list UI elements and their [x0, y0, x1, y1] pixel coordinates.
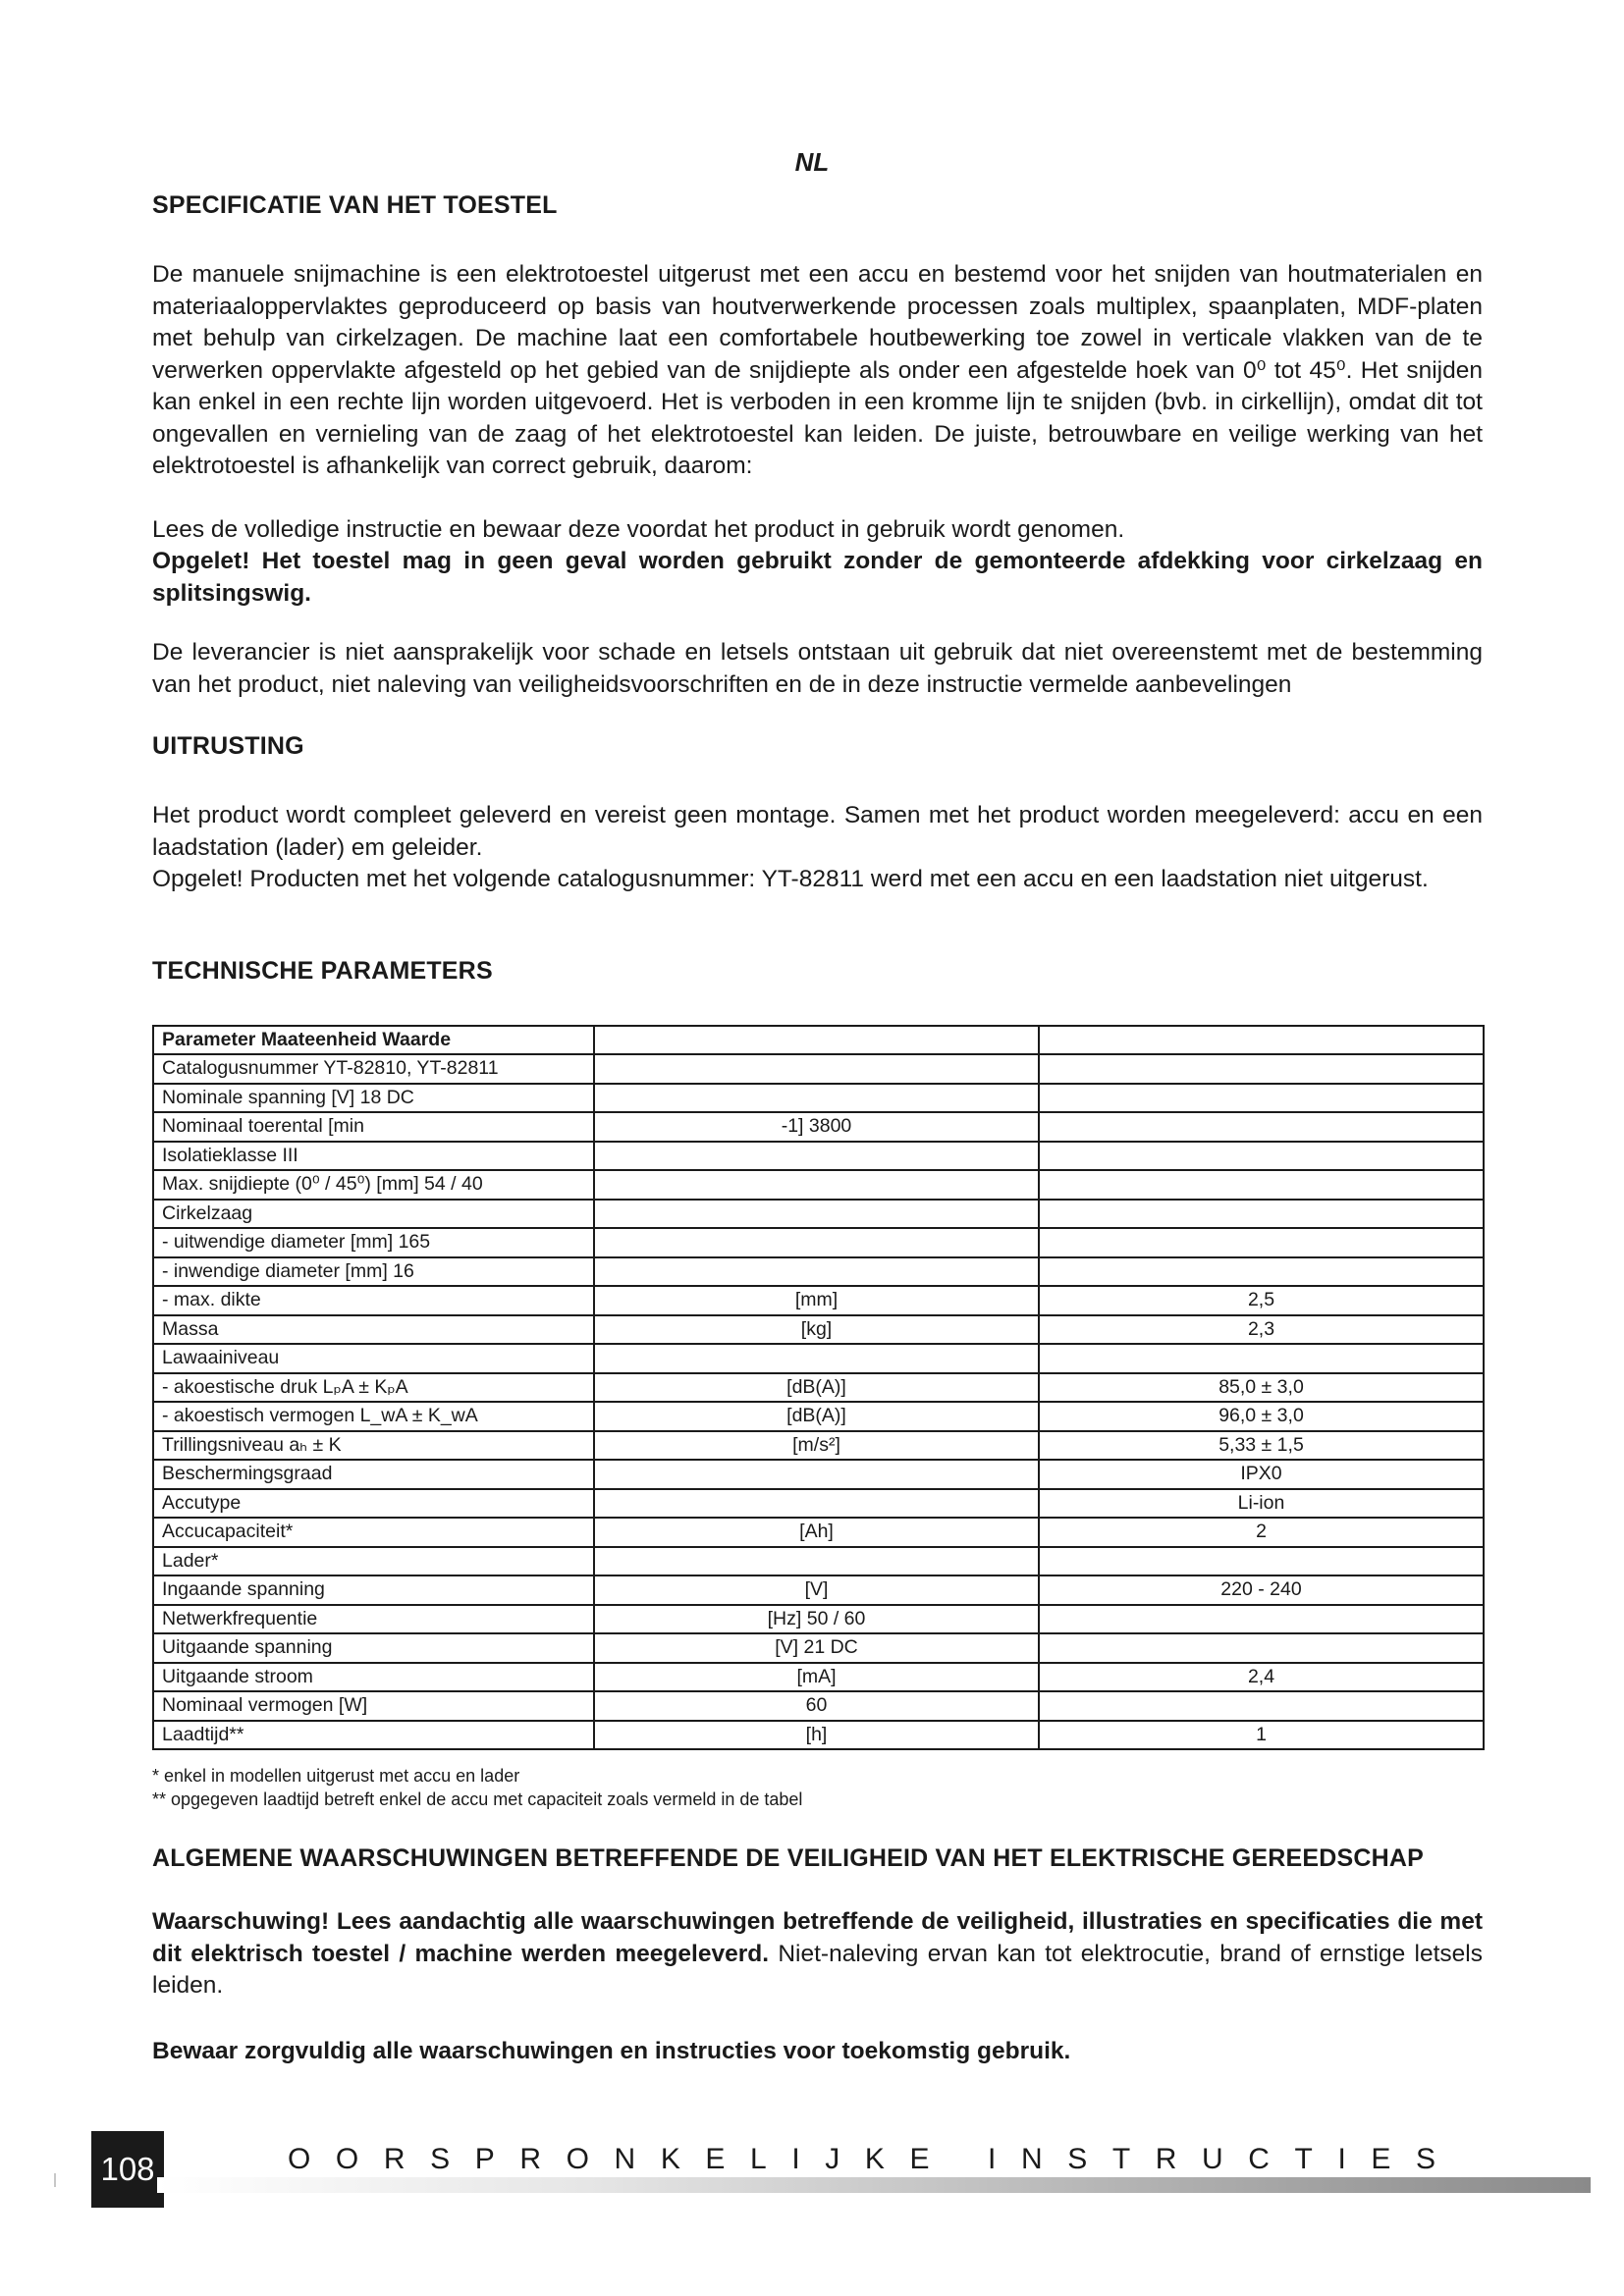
table-cell-c2: 60 [594, 1691, 1039, 1721]
language-label: NL [794, 147, 830, 177]
table-cell-c1: Parameter Maateenheid Waarde [153, 1026, 594, 1055]
table-row [153, 1084, 1484, 1113]
table-cell-c3 [1039, 1257, 1484, 1287]
table-cell-c3: 85,0 ± 3,0 [1039, 1373, 1484, 1403]
table-cell-c2: [h] [594, 1721, 1039, 1750]
table-cell-c1: Trillingsniveau aₕ ± K [153, 1431, 594, 1461]
table-cell-c1: Accutype [153, 1489, 594, 1519]
table-cell-c1: Laadtijd** [153, 1721, 594, 1750]
table-cell-c2 [594, 1489, 1039, 1519]
table-cell-c3 [1039, 1691, 1484, 1721]
table-cell-c3 [1039, 1344, 1484, 1373]
table-cell-c1: Isolatieklasse III [153, 1142, 594, 1171]
safety-warning-normal: Niet-naleving ervan kan tot elektrocutie, brand of ernstige letsels leiden. [152, 1940, 1483, 1999]
table-row [153, 1054, 1484, 1084]
table-cell-c1: Nominale spanning [V] 18 DC [153, 1084, 594, 1113]
table-cell-c1: Nominaal vermogen [W] [153, 1691, 594, 1721]
table-cell-c1: Max. snijdiepte (0⁰ / 45⁰) [mm] 54 / 40 [153, 1170, 594, 1200]
table-cell-c1: - max. dikte [153, 1286, 594, 1315]
table-row [153, 1605, 1484, 1634]
table-cell-c3 [1039, 1142, 1484, 1171]
table-cell-c3: 2 [1039, 1518, 1484, 1547]
table-cell-c1: - akoestische druk LₚA ± KₚA [153, 1373, 594, 1403]
table-cell-c1: Nominaal toerental [min [153, 1112, 594, 1142]
table-cell-c2: [dB(A)] [594, 1402, 1039, 1431]
table-cell-c2 [594, 1054, 1039, 1084]
table-row [153, 1691, 1484, 1721]
equipment-heading: UITRUSTING [152, 732, 304, 760]
safety-heading: ALGEMENE WAARSCHUWINGEN BETREFFENDE DE VEILIGHEID VAN HET ELEKTRISCHE GEREEDSCHAP [152, 1844, 1424, 1872]
spec-intro-paragraph: De manuele snijmachine is een elektrotoestel uitgerust met een accu en bestemd voor het snijden van houtmaterialen en materiaaloppervlaktes geproduceerd op basis van houtverwerkende processen zoals multiplex, spaanplaten, MDF-platen met behulp van cirkelzagen. De machine laat een comfortabele houtbewerking toe zowel in verticale vlakken van de te verwerken oppervlakte afgesteld op het gebied van de snijdiepte als onder een afgestelde hoek van 0⁰ tot 45⁰. Het snijden kan enkel in een rechte lijn worden uitgevoerd. Het is verboden in een kromme lijn te snijden (bvb. in cirkellijn), omdat dit tot ongevallen en vernieling van de zaag of het elektrotoestel kan leiden. De juiste, betrouwbare en veilige werking van het elektrotoestel is afhankelijk van correct gebruik, daarom: [152, 261, 1483, 479]
table-cell-c2 [594, 1344, 1039, 1373]
table-cell-c3 [1039, 1633, 1484, 1663]
table-cell-c3 [1039, 1026, 1484, 1055]
table-row [153, 1228, 1484, 1257]
table-cell-c2 [594, 1026, 1039, 1055]
table-cell-c1: - inwendige diameter [mm] 16 [153, 1257, 594, 1287]
table-cell-c3 [1039, 1112, 1484, 1142]
table-cell-c1: Lawaainiveau [153, 1344, 594, 1373]
table-cell-c2 [594, 1142, 1039, 1171]
table-cell-c2: [kg] [594, 1315, 1039, 1345]
liability-paragraph: De leverancier is niet aansprakelijk voor schade en letsels ontstaan uit gebruik dat niet overeenstemt met de bestemming van het product, niet naleving van veiligheidsvoorschriften en de in deze instructie vermelde aanbevelingen [152, 639, 1483, 698]
technical-heading: TECHNISCHE PARAMETERS [152, 956, 493, 985]
table-cell-c2: [dB(A)] [594, 1373, 1039, 1403]
footnote-2: ** opgegeven laadtijd betreft enkel de accu met capaciteit zoals vermeld in de tabel [152, 1789, 803, 1809]
table-cell-c3: 2,3 [1039, 1315, 1484, 1345]
table-row [153, 1112, 1484, 1142]
table-row [153, 1344, 1484, 1373]
table-cell-c1: Uitgaande spanning [153, 1633, 594, 1663]
footnote-1: * enkel in modellen uitgerust met accu en lader [152, 1766, 520, 1786]
keep-instructions-text: Bewaar zorgvuldig alle waarschuwingen en instructies voor toekomstig gebruik. [152, 2037, 1071, 2064]
footer-title: OORSPRONKELIJKE INSTRUCTIES [288, 2143, 1461, 2175]
table-cell-c3: 96,0 ± 3,0 [1039, 1402, 1484, 1431]
cover-warning-text: Opgelet! Het toestel mag in geen geval worden gebruikt zonder de gemonteerde afdekking voor cirkelzaag en splitsingswig. [152, 548, 1483, 607]
table-row [153, 1402, 1484, 1431]
table-cell-c2 [594, 1257, 1039, 1287]
table-row [153, 1460, 1484, 1489]
table-cell-c2 [594, 1228, 1039, 1257]
table-cell-c3: 2,5 [1039, 1286, 1484, 1315]
table-row [153, 1489, 1484, 1519]
table-row [153, 1200, 1484, 1229]
table-row [153, 1257, 1484, 1287]
table-row [153, 1721, 1484, 1750]
table-header-row [153, 1026, 1484, 1055]
table-cell-c3 [1039, 1084, 1484, 1113]
table-cell-c2: [V] 21 DC [594, 1633, 1039, 1663]
table-row [153, 1518, 1484, 1547]
table-cell-c1: Massa [153, 1315, 594, 1345]
table-cell-c3 [1039, 1170, 1484, 1200]
table-cell-c3: 5,33 ± 1,5 [1039, 1431, 1484, 1461]
table-cell-c1: Ingaande spanning [153, 1575, 594, 1605]
safety-warning-bold: Waarschuwing! Lees aandachtig alle waarschuwingen betreffende de veiligheid, illustraties en specificaties die met dit elektrisch toestel / machine werden meegeleverd. [152, 1908, 1483, 1967]
table-cell-c1: - akoestisch vermogen L_wA ± K_wA [153, 1402, 594, 1431]
page-number: 108 [91, 2131, 164, 2208]
table-row [153, 1431, 1484, 1461]
table-cell-c3 [1039, 1605, 1484, 1634]
table-row [153, 1142, 1484, 1171]
table-row [153, 1547, 1484, 1576]
table-cell-c1: Accucapaciteit* [153, 1518, 594, 1547]
table-cell-c2: [mA] [594, 1663, 1039, 1692]
equipment-note: Opgelet! Producten met het volgende catalogusnummer: YT-82811 werd met een accu en een laadstation niet uitgerust. [152, 866, 1429, 892]
spec-heading: SPECIFICATIE VAN HET TOESTEL [152, 191, 558, 219]
page-content [152, 191, 1483, 2067]
table-cell-c2: [mm] [594, 1286, 1039, 1315]
table-cell-c3 [1039, 1547, 1484, 1576]
table-cell-c1: Netwerkfrequentie [153, 1605, 594, 1634]
table-cell-c2 [594, 1084, 1039, 1113]
table-cell-c3: 1 [1039, 1721, 1484, 1750]
equipment-paragraph: Het product wordt compleet geleverd en vereist geen montage. Samen met het product worden meegeleverd: accu en een laadstation (lader) em geleider. [152, 802, 1483, 861]
table-cell-c1: Cirkelzaag [153, 1200, 594, 1229]
edge-mark [54, 2173, 56, 2187]
table-cell-c1: Lader* [153, 1547, 594, 1576]
technical-parameters-table [152, 1025, 1485, 1751]
table-row [153, 1663, 1484, 1692]
table-cell-c3 [1039, 1054, 1484, 1084]
table-cell-c3: 220 - 240 [1039, 1575, 1484, 1605]
table-cell-c3 [1039, 1200, 1484, 1229]
table-footnotes [152, 1764, 1483, 1811]
table-row [153, 1373, 1484, 1403]
table-cell-c2: [Hz] 50 / 60 [594, 1605, 1039, 1634]
table-cell-c3: 2,4 [1039, 1663, 1484, 1692]
table-row [153, 1170, 1484, 1200]
table-cell-c2 [594, 1200, 1039, 1229]
table-row [153, 1633, 1484, 1663]
safety-warning-paragraph [152, 1906, 1483, 2002]
table-cell-c2 [594, 1170, 1039, 1200]
table-cell-c2: [Ah] [594, 1518, 1039, 1547]
table-cell-c1: - uitwendige diameter [mm] 165 [153, 1228, 594, 1257]
table-cell-c3: Li-ion [1039, 1489, 1484, 1519]
table-cell-c2: [m/s²] [594, 1431, 1039, 1461]
table-row [153, 1575, 1484, 1605]
table-cell-c1: Catalogusnummer YT-82810, YT-82811 [153, 1054, 594, 1084]
table-cell-c3 [1039, 1228, 1484, 1257]
table-cell-c2: -1] 3800 [594, 1112, 1039, 1142]
table-cell-c2: [V] [594, 1575, 1039, 1605]
footer-gradient-bar [157, 2177, 1591, 2193]
table-cell-c3: IPX0 [1039, 1460, 1484, 1489]
table-cell-c2 [594, 1547, 1039, 1576]
read-instruction-text: Lees de volledige instructie en bewaar deze voordat het product in gebruik wordt genomen. [152, 515, 1125, 543]
table-cell-c2 [594, 1460, 1039, 1489]
table-cell-c1: Uitgaande stroom [153, 1663, 594, 1692]
table-row [153, 1286, 1484, 1315]
table-cell-c1: Beschermingsgraad [153, 1460, 594, 1489]
table-row [153, 1315, 1484, 1345]
